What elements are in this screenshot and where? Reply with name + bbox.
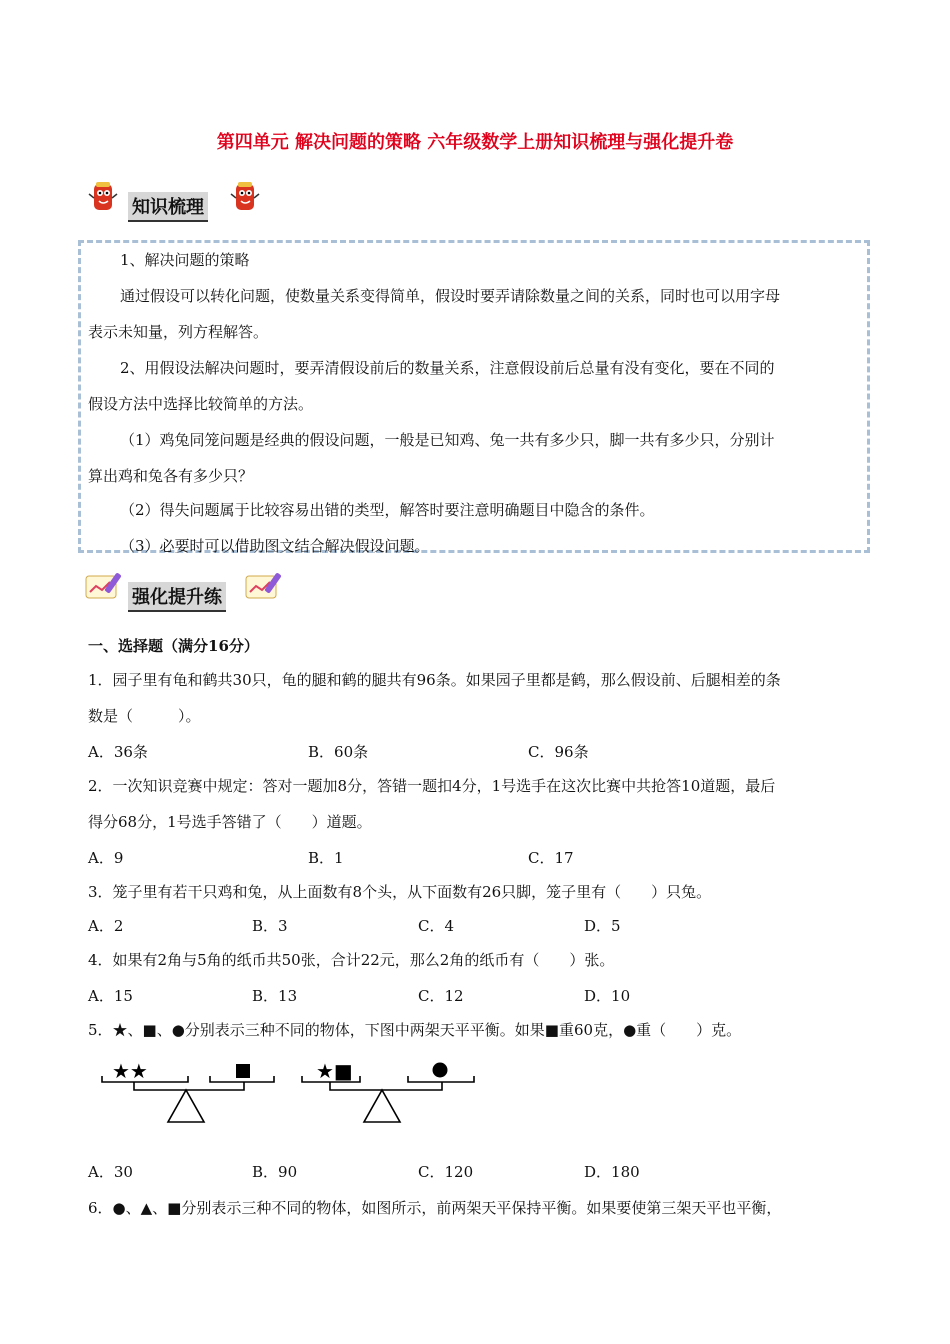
q6-text-line1: 6．●、▲、■分别表示三种不同的物体，如图所示，前两架天平保持平衡。如果要使第三架天平也平衡， — [88, 1199, 782, 1217]
knowledge-p5: （2）得失问题属于比较容易出错的类型，解答时要注意明确题目中隐含的条件。 — [120, 501, 655, 519]
balance-2-right-circle — [433, 1063, 448, 1078]
q2-text-line1: 2．一次知识竞赛中规定：答对一题加8分，答错一题扣4分，1号选手在这次比赛中共抢答10道题，最后 — [88, 777, 776, 795]
mascot-icon — [230, 180, 260, 214]
q1-option-a[interactable]: A．36条 — [88, 743, 148, 761]
page-title: 第四单元 解决问题的策略 六年级数学上册知识梳理与强化提升卷 — [216, 132, 734, 153]
q5-text: 5．★、■、●分别表示三种不同的物体，下图中两架天平平衡。如果■重60克，●重（ ）克。 — [88, 1021, 742, 1039]
q5-option-c[interactable]: C．120 — [418, 1163, 474, 1181]
q3-option-b[interactable]: B．3 — [252, 917, 288, 935]
knowledge-p4-line1: （1）鸡兔同笼问题是经典的假设问题，一般是已知鸡、兔一共有多少只，脚一共有多少只，分别计 — [120, 431, 775, 449]
q5-option-b[interactable]: B．90 — [252, 1163, 298, 1181]
q1-text-line1: 1．园子里有龟和鹤共30只，龟的腿和鹤的腿共有96条。如果园子里都是鹤，那么假设前、后腿相差的条 — [88, 671, 781, 689]
balance-1-left-stars: ★★ — [112, 1059, 148, 1083]
pencil-note-icon — [244, 568, 286, 602]
knowledge-p1: 1、解决问题的策略 — [120, 251, 250, 269]
q2-option-b[interactable]: B．1 — [308, 849, 344, 867]
balance-2-fulcrum — [364, 1090, 400, 1122]
q4-option-b[interactable]: B．13 — [252, 987, 298, 1005]
section-knowledge-label: 知识梳理 — [128, 192, 208, 222]
q3-option-a[interactable]: A．2 — [88, 917, 124, 935]
q2-option-c[interactable]: C．17 — [528, 849, 574, 867]
q3-text: 3．笼子里有若干只鸡和兔，从上面数有8个头，从下面数有26只脚，笼子里有（ ）只兔。 — [88, 883, 712, 901]
q4-option-a[interactable]: A．15 — [88, 987, 133, 1005]
q4-option-d[interactable]: D．10 — [584, 987, 631, 1005]
knowledge-p4-line2: 算出鸡和兔各有多少只？ — [88, 467, 254, 485]
balance-2-left-items: ★■ — [316, 1059, 353, 1083]
q5-option-a[interactable]: A．30 — [88, 1163, 133, 1181]
q4-option-c[interactable]: C．12 — [418, 987, 464, 1005]
knowledge-p3-line1: 2、用假设法解决问题时，要弄清假设前后的数量关系，注意假设前后总量有没有变化，要在不同的 — [120, 359, 775, 377]
pencil-note-icon — [84, 568, 126, 602]
balance-1-fulcrum — [168, 1090, 204, 1122]
balance-1-right-square — [236, 1064, 250, 1078]
q1-option-b[interactable]: B．60条 — [308, 743, 369, 761]
q2-option-a[interactable]: A．9 — [88, 849, 124, 867]
q4-text: 4．如果有2角与5角的纸币共50张，合计22元，那么2角的纸币有（ ）张。 — [88, 951, 615, 969]
q5-option-d[interactable]: D．180 — [584, 1163, 640, 1181]
q2-text-line2: 得分68分，1号选手答错了（ ）道题。 — [88, 813, 372, 831]
balance-scale-1 — [102, 1059, 274, 1122]
mascot-icon — [88, 180, 118, 214]
knowledge-p2-line2: 表示未知量，列方程解答。 — [88, 323, 269, 341]
balance-scale-2 — [302, 1059, 474, 1122]
balance-figure — [96, 1056, 486, 1128]
part1-heading: 一、选择题（满分16分） — [88, 637, 259, 655]
knowledge-p3-line2: 假设方法中选择比较简单的方法。 — [88, 395, 314, 413]
section-practice-label: 强化提升练 — [128, 582, 226, 612]
q3-option-d[interactable]: D．5 — [584, 917, 621, 935]
knowledge-p2-line1: 通过假设可以转化问题，使数量关系变得简单，假设时要弄请除数量之间的关系，同时也可以用字母 — [120, 287, 781, 305]
q1-text-line2: 数是（ ）。 — [88, 707, 201, 725]
q3-option-c[interactable]: C．4 — [418, 917, 455, 935]
knowledge-p6: （3）必要时可以借助图文结合解决假设问题。 — [120, 537, 430, 555]
q1-option-c[interactable]: C．96条 — [528, 743, 589, 761]
